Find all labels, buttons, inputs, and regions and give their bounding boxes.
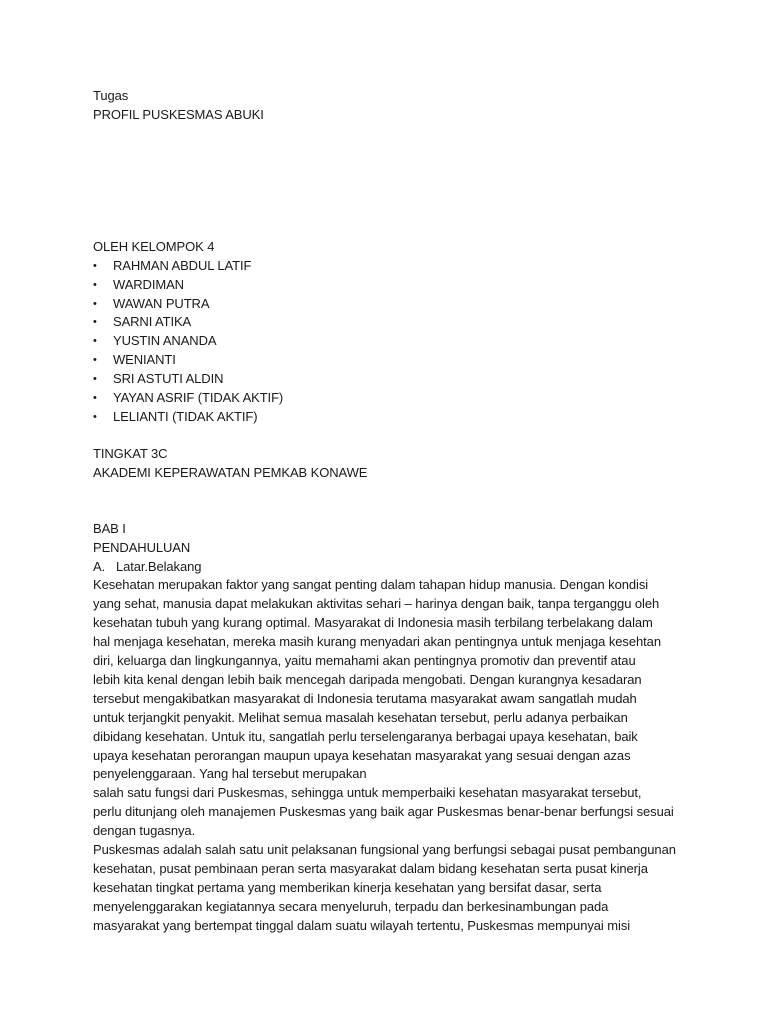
body-line: kesehatan tingkat pertama yang memberikan kinerja kesehatan yang bersifat dasar, serta <box>93 879 602 895</box>
bullet-icon: • <box>93 297 97 310</box>
member-name: WAWAN PUTRA <box>113 295 210 311</box>
member-name: SARNI ATIKA <box>113 314 192 330</box>
spacer <box>93 125 733 238</box>
member-name: WARDIMAN <box>113 276 184 292</box>
body-line: Puskesmas adalah salah satu unit pelaksanan fungsional yang berfungsi sebagai pusat pembangunan <box>93 842 676 858</box>
body-line: hal menjaga kesehatan, mereka masih kurang menyadari akan pentingnya untuk menjaga kesehtan <box>93 634 661 650</box>
member-name: SRI ASTUTI ALDIN <box>113 371 224 387</box>
bullet-icon: • <box>93 354 97 367</box>
bullet-icon: • <box>93 316 97 329</box>
bullet-icon: • <box>93 335 97 348</box>
spacer <box>93 427 733 445</box>
body-line: penyelenggaraan. Yang hal tersebut merupakan <box>93 766 367 782</box>
member-name: YUSTIN ANANDA <box>113 333 217 349</box>
member-item <box>93 295 733 314</box>
body-line: dengan tugasnya. <box>93 823 196 839</box>
document-title: PROFIL PUSKESMAS ABUKI <box>93 106 264 122</box>
bullet-icon: • <box>93 410 97 423</box>
body-text <box>93 576 733 935</box>
bullet-icon: • <box>93 259 97 272</box>
spacer <box>93 483 733 520</box>
body-line: diri, keluarga dan lingkungannya, yaitu memahami akan pentingnya promotiv dan preventif atau <box>93 653 636 669</box>
member-name: WENIANTI <box>113 352 176 368</box>
body-line: Kesehatan merupakan faktor yang sangat penting dalam tahapan hidup manusia. Dengan kondisi <box>93 577 649 593</box>
body-line: yang sehat, manusia dapat melakukan aktivitas sehari – harinya dengan baik, tanpa terganggu oleh <box>93 596 660 612</box>
chapter-number: BAB I <box>93 520 126 536</box>
member-name: YAYAN ASRIF (TIDAK AKTIF) <box>113 390 284 406</box>
section-letter: A. <box>93 558 106 574</box>
document-page <box>93 87 733 936</box>
member-item <box>93 370 733 389</box>
member-list <box>93 257 733 427</box>
institution-name: AKADEMI KEPERAWATAN PEMKAB KONAWE <box>93 464 368 480</box>
section-heading <box>93 558 733 577</box>
member-item <box>93 389 733 408</box>
bullet-icon: • <box>93 278 97 291</box>
bullet-icon: • <box>93 373 97 386</box>
bullet-icon: • <box>93 392 97 405</box>
member-item <box>93 332 733 351</box>
body-line: perlu ditunjang oleh manajemen Puskesmas yang baik agar Puskesmas benar-benar berfungsi sesuai <box>93 804 674 820</box>
body-line: upaya kesehatan perorangan maupun upaya kesehatan masyarakat yang sesuai dengan azas <box>93 747 631 763</box>
body-line: dibidang kesehatan. Untuk itu, sangatlah perlu terselengaranya berbagai upaya kesehatan, baik <box>93 728 638 744</box>
member-name: LELIANTI (TIDAK AKTIF) <box>113 408 258 424</box>
body-line: salah satu fungsi dari Puskesmas, sehingga untuk memperbaiki kesehatan masyarakat tersebut, <box>93 785 642 801</box>
assignment-label: Tugas <box>93 88 129 103</box>
member-item <box>93 408 733 427</box>
member-item <box>93 313 733 332</box>
member-name: RAHMAN ABDUL LATIF <box>113 257 252 273</box>
member-item <box>93 276 733 295</box>
member-item <box>93 257 733 276</box>
body-line: kesehatan, pusat pembinaan peran serta masyarakat dalam bidang kesehatan serta pusat kinerja <box>93 861 648 876</box>
body-line: masyarakat yang bertempat tinggal dalam suatu wilayah tertentu, Puskesmas mempunyai misi <box>93 917 631 933</box>
chapter-title: PENDAHULUAN <box>93 539 191 555</box>
body-line: kesehatan tubuh yang kurang optimal. Masyarakat di Indonesia masih terbilang terbelakang dalam <box>93 615 653 631</box>
body-line: untuk terjangkit penyakit. Melihat semua masalah kesehatan tersebut, perlu adanya perbaikan <box>93 709 628 725</box>
section-title: Latar.Belakang <box>116 558 202 574</box>
member-item <box>93 351 733 370</box>
group-heading: OLEH KELOMPOK 4 <box>93 238 215 254</box>
body-line: menyelenggarakan kegiatannya secara menyeluruh, terpadu dan berkesinambungan pada <box>93 898 609 914</box>
body-line: lebih kita kenal dengan lebih baik mencegah daripada mengobati. Dengan kurangnya kesadaran <box>93 671 642 687</box>
class-level: TINGKAT 3C <box>93 445 168 461</box>
body-line: tersebut mengakibatkan masyarakat di Indonesia terutama masyarakat awam sangatlah mudah <box>93 690 637 706</box>
